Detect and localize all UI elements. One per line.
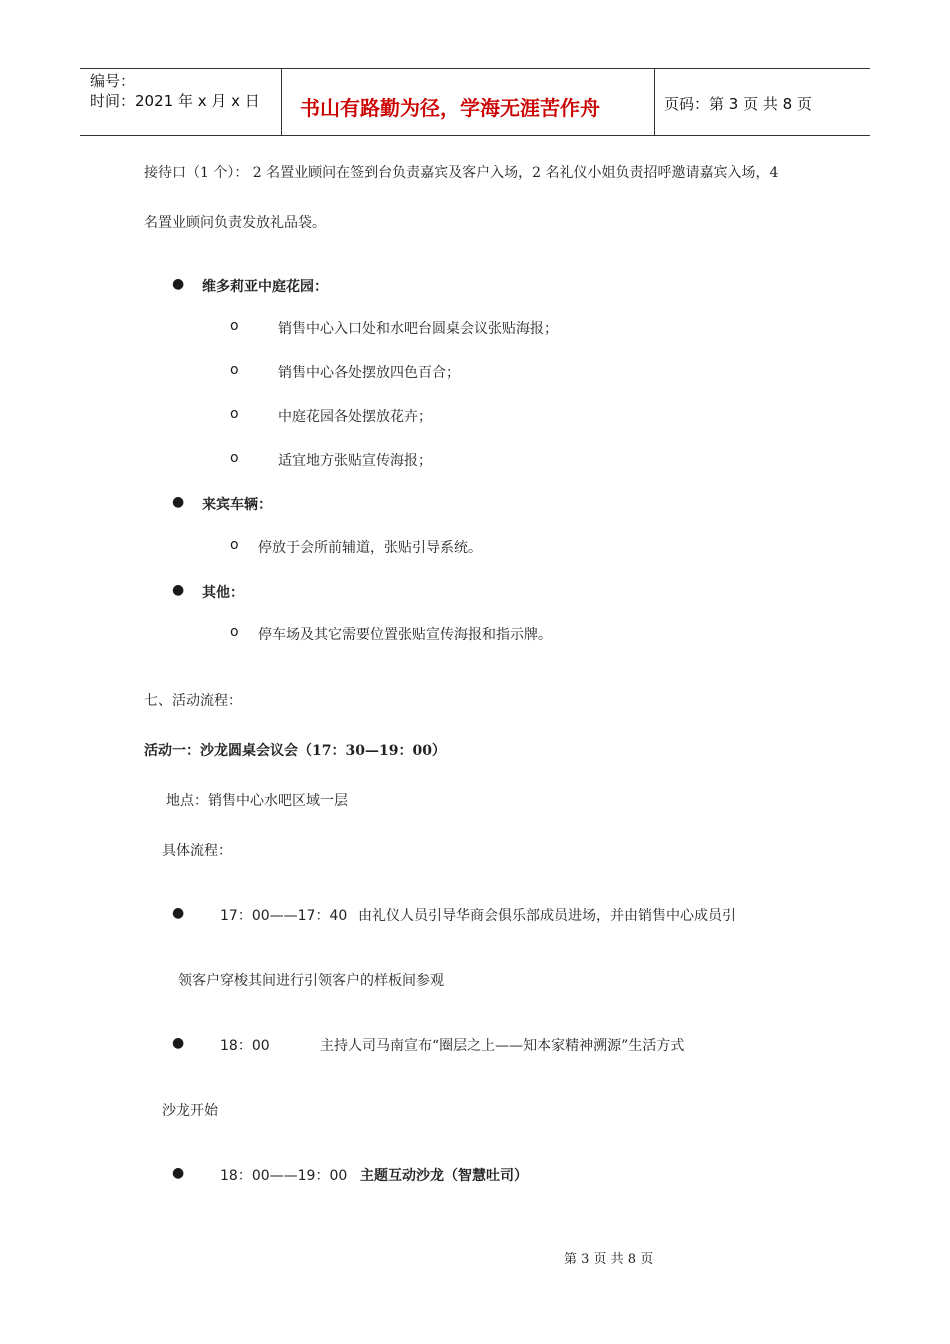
sub-bullet-icon: o <box>230 406 239 422</box>
section-title: 维多莉亚中庭花园： <box>202 279 328 295</box>
list-item: 停放于会所前辅道，张贴引导系统。 <box>258 540 482 556</box>
section-title: 其他： <box>202 585 244 601</box>
reception-line-1: 接待口（1 个）： 2 名置业顾问在签到台负责嘉宾及客户入场，2 名礼仪小姐负责招呼邀请嘉宾入场，4 <box>144 165 779 181</box>
step-time: 18：00——19：00 <box>220 1168 348 1184</box>
sub-bullet-icon: o <box>230 537 239 553</box>
bullet-icon: ● <box>172 276 185 292</box>
step-text: 主持人司马南宣布“圈层之上——知本家精神溯源”生活方式 <box>320 1038 685 1054</box>
bullet-icon: ● <box>172 1035 185 1051</box>
header-number-label: 编号： <box>90 72 136 90</box>
header-motto: 书山有路勤为径，学海无涯苦作舟 <box>300 96 600 120</box>
sub-bullet-icon: o <box>230 624 239 640</box>
header-top-rule <box>80 68 870 69</box>
flow-label: 具体流程： <box>162 843 232 859</box>
step-continuation: 沙龙开始 <box>162 1103 218 1119</box>
list-item: 中庭花园各处摆放花卉； <box>278 409 432 425</box>
page-footer: 第 3 页 共 8 页 <box>564 1252 654 1267</box>
bullet-icon: ● <box>172 905 185 921</box>
reception-line-2: 名置业顾问负责发放礼品袋。 <box>144 215 326 231</box>
section-title: 来宾车辆： <box>202 497 272 513</box>
step-continuation: 领客户穿梭其间进行引领客户的样板间参观 <box>178 973 444 989</box>
header-divider-right <box>654 69 655 136</box>
list-item: 停车场及其它需要位置张贴宣传海报和指示牌。 <box>258 627 552 643</box>
header-bottom-rule <box>80 135 870 136</box>
activity-location: 地点：销售中心水吧区域一层 <box>166 793 348 809</box>
process-heading: 七、活动流程： <box>144 693 242 709</box>
step-time: 17：00——17：40 <box>220 908 348 924</box>
header-time-label: 时间：2021 年 x 月 x 日 <box>90 92 260 110</box>
step-time: 18：00 <box>220 1038 270 1054</box>
list-item: 销售中心各处摆放四色百合； <box>278 365 460 381</box>
step-text: 由礼仪人员引导华商会俱乐部成员进场，并由销售中心成员引 <box>358 908 736 924</box>
sub-bullet-icon: o <box>230 450 239 466</box>
list-item: 适宜地方张贴宣传海报； <box>278 453 432 469</box>
header-page-label: 页码：第 3 页 共 8 页 <box>664 95 812 113</box>
bullet-icon: ● <box>172 494 185 510</box>
sub-bullet-icon: o <box>230 318 239 334</box>
list-item: 销售中心入口处和水吧台圆桌会议张贴海报； <box>278 321 558 337</box>
sub-bullet-icon: o <box>230 362 239 378</box>
bullet-icon: ● <box>172 1165 185 1181</box>
header-divider-left <box>281 69 282 136</box>
step-text: 主题互动沙龙（智慧吐司） <box>360 1168 528 1184</box>
activity-title: 活动一：沙龙圆桌会议会（17：30—19：00） <box>144 743 446 759</box>
bullet-icon: ● <box>172 582 185 598</box>
